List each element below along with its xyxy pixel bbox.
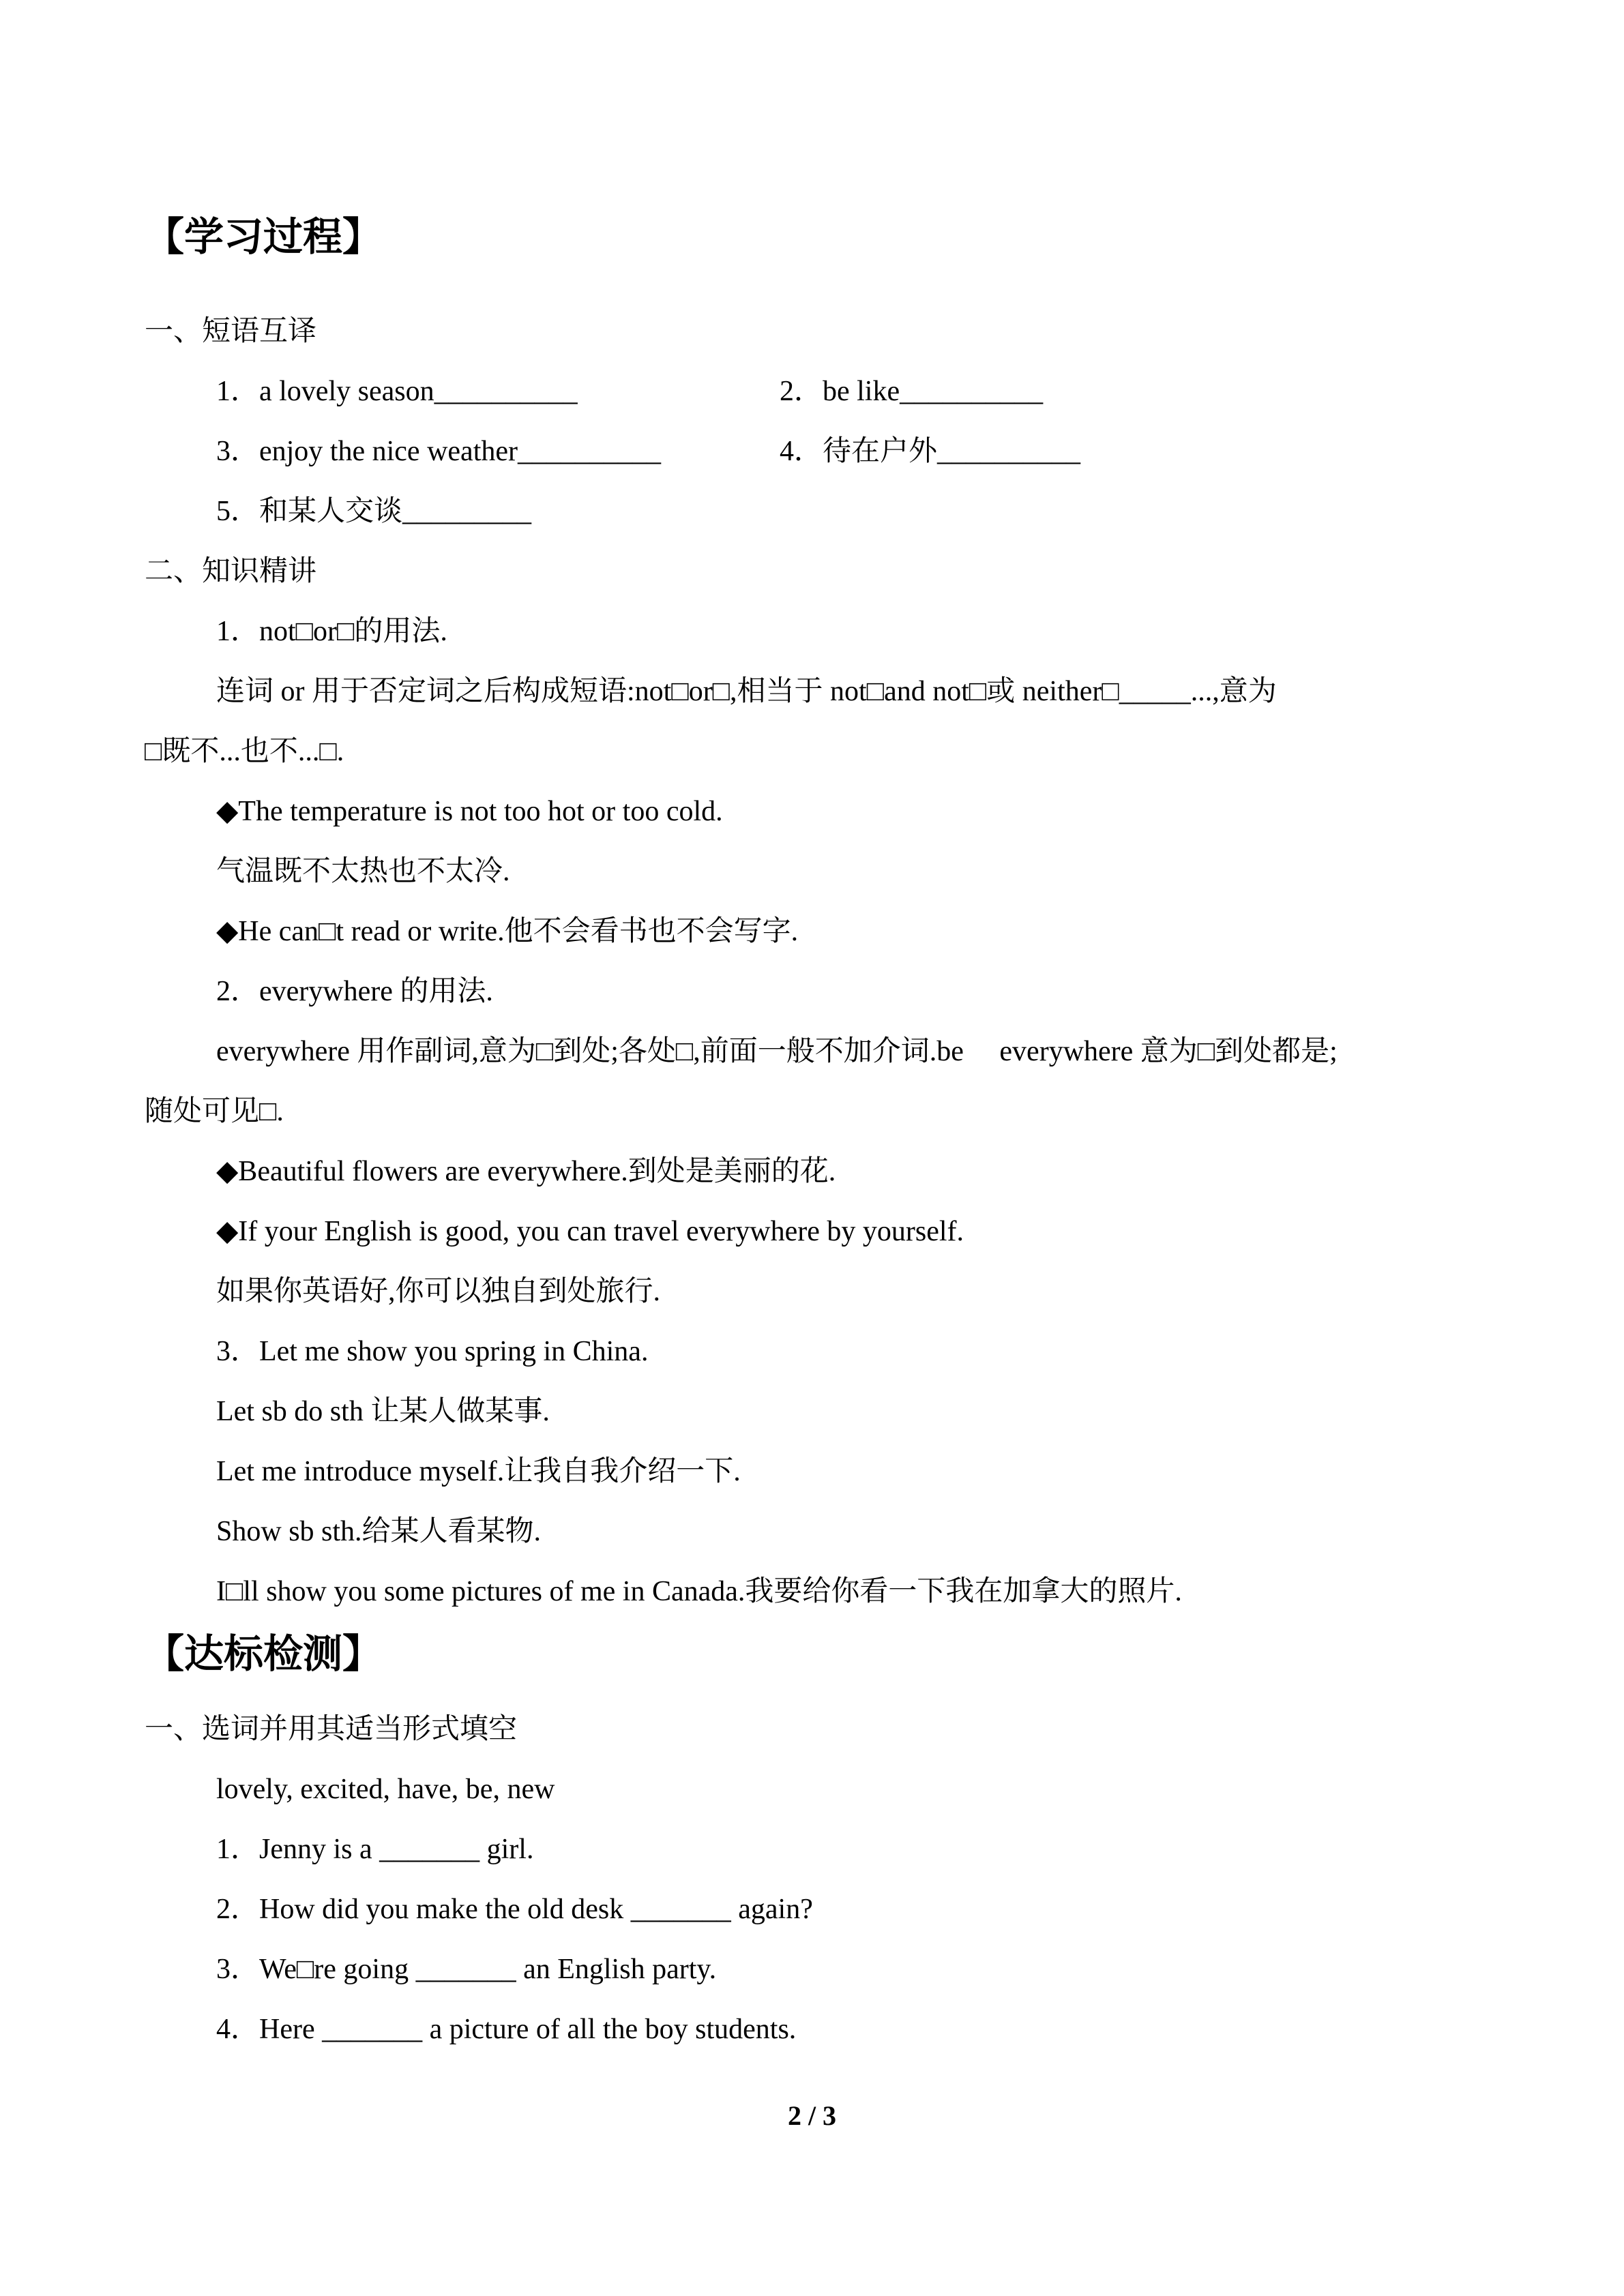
- word-bank: lovely, excited, have, be, new: [216, 1774, 555, 1805]
- point3-line2: Let me introduce myself.让我自我介绍一下.: [216, 1456, 741, 1487]
- point2-title: 2．everywhere 的用法.: [216, 976, 493, 1007]
- page-number: 2 / 3: [787, 2100, 837, 2131]
- phrase-item-2: 2．be like__________: [780, 376, 1044, 407]
- question-2: 2．How did you make the old desk _______ again?: [216, 1894, 813, 1925]
- question-4: 4．Here _______ a picture of all the boy students.: [216, 2014, 797, 2045]
- point1-example1: ◆The temperature is not too hot or too cold.: [216, 796, 723, 827]
- question-1: 1．Jenny is a _______ girl.: [216, 1834, 534, 1865]
- point3-title: 3．Let me show you spring in China.: [216, 1336, 649, 1367]
- point2-example2: ◆If your English is good, you can travel everywhere by yourself.: [216, 1216, 964, 1247]
- point3-line1: Let sb do sth 让某人做某事.: [216, 1396, 550, 1427]
- doc-content: [145, 205, 1509, 2059]
- phrase-item-5: 5．和某人交谈_________: [216, 496, 532, 527]
- fill-in-section-heading: 一、选词并用其适当形式填空: [145, 1714, 518, 1745]
- point2-body-line1: everywhere 用作副词,意为□到处;各处□,前面一般不加介词.be everywhere 意为□到处都是;: [216, 1036, 1338, 1067]
- point1-body-line2: □既不...也不...□.: [145, 736, 344, 767]
- point1-example1-translation: 气温既不太热也不太冷.: [216, 856, 510, 887]
- phrase-item-3: 3．enjoy the nice weather__________: [216, 436, 661, 467]
- question-3: 3．We□re going _______ an English party.: [216, 1954, 717, 1985]
- point2-example2-translation: 如果你英语好,你可以独自到处旅行.: [216, 1276, 661, 1307]
- point1-title: 1．not□or□的用法.: [216, 616, 447, 647]
- phrase-row-1: [145, 361, 1509, 421]
- phrase-row-3: [145, 481, 1509, 541]
- knowledge-section-heading: 二、知识精讲: [145, 556, 317, 587]
- point3-line3: Show sb sth.给某人看某物.: [216, 1516, 542, 1547]
- point2-example1: ◆Beautiful flowers are everywhere.到处是美丽的花.: [216, 1156, 836, 1187]
- phrase-item-4: 4．待在户外__________: [780, 436, 1081, 467]
- learning-process-heading: 【学习过程】: [145, 215, 383, 259]
- point1-body-line1: 连词 or 用于否定词之后构成短语:not□or□,相当于 not□and not□或 neither□_____...,意为: [216, 676, 1277, 707]
- point3-line4: I□ll show you some pictures of me in Canada.我要给你看一下我在加拿大的照片.: [216, 1576, 1182, 1607]
- assessment-heading: 【达标检测】: [145, 1632, 383, 1676]
- point1-example2: ◆He can□t read or write.他不会看书也不会写字.: [216, 916, 799, 947]
- point2-body-line2: 随处可见□.: [145, 1096, 284, 1127]
- phrase-translation-section-heading: 一、短语互译: [145, 316, 317, 347]
- phrase-item-1: 1．a lovely season__________: [216, 376, 578, 407]
- phrase-row-2: [145, 421, 1509, 481]
